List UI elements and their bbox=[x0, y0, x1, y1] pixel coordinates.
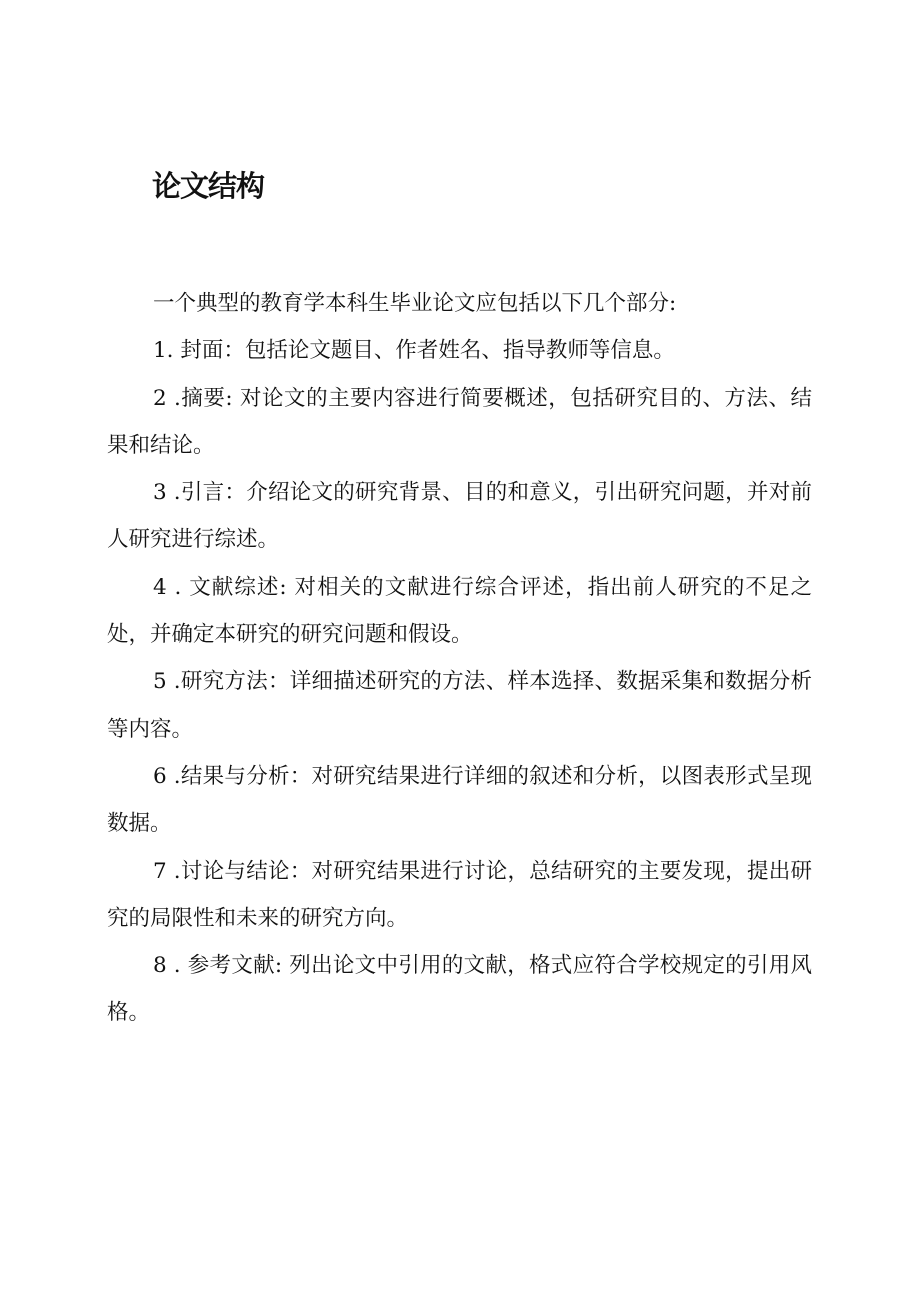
intro-paragraph: 一个典型的教育学本科生毕业论文应包括以下几个部分: bbox=[153, 291, 677, 316]
list-item-discussion: 7 .讨论与结论：对研究结果进行讨论，总结研究的主要发现，提出研究的局限性和未来的研究方向。 bbox=[107, 858, 812, 931]
page-title: 论文结构 bbox=[152, 169, 265, 203]
list-item-methods: 5 .研究方法：详细描述研究的方法、样本选择、数据采集和数据分析等内容。 bbox=[107, 669, 812, 742]
list-item-abstract: 2 .摘要: 对论文的主要内容进行简要概述，包括研究目的、方法、结果和结论。 bbox=[107, 385, 812, 458]
list-item-results: 6 .结果与分析：对研究结果进行详细的叙述和分析，以图表形式呈现数据。 bbox=[107, 763, 812, 837]
list-item-cover: 1. 封面：包括论文题目、作者姓名、指导教师等信息。 bbox=[153, 338, 675, 364]
list-item-references: 8 . 参考文献: 列出论文中引用的文献，格式应符合学校规定的引用风格。 bbox=[107, 953, 812, 1026]
document-body bbox=[107, 280, 812, 1037]
list-item-introduction: 3 .引言：介绍论文的研究背景、目的和意义，引出研究问题，并对前人研究进行综述。 bbox=[107, 480, 812, 553]
list-item-literature-review: 4 . 文献综述: 对相关的文献进行综合评述，指出前人研究的不足之处，并确定本研究的研究问题和假设。 bbox=[107, 574, 812, 648]
